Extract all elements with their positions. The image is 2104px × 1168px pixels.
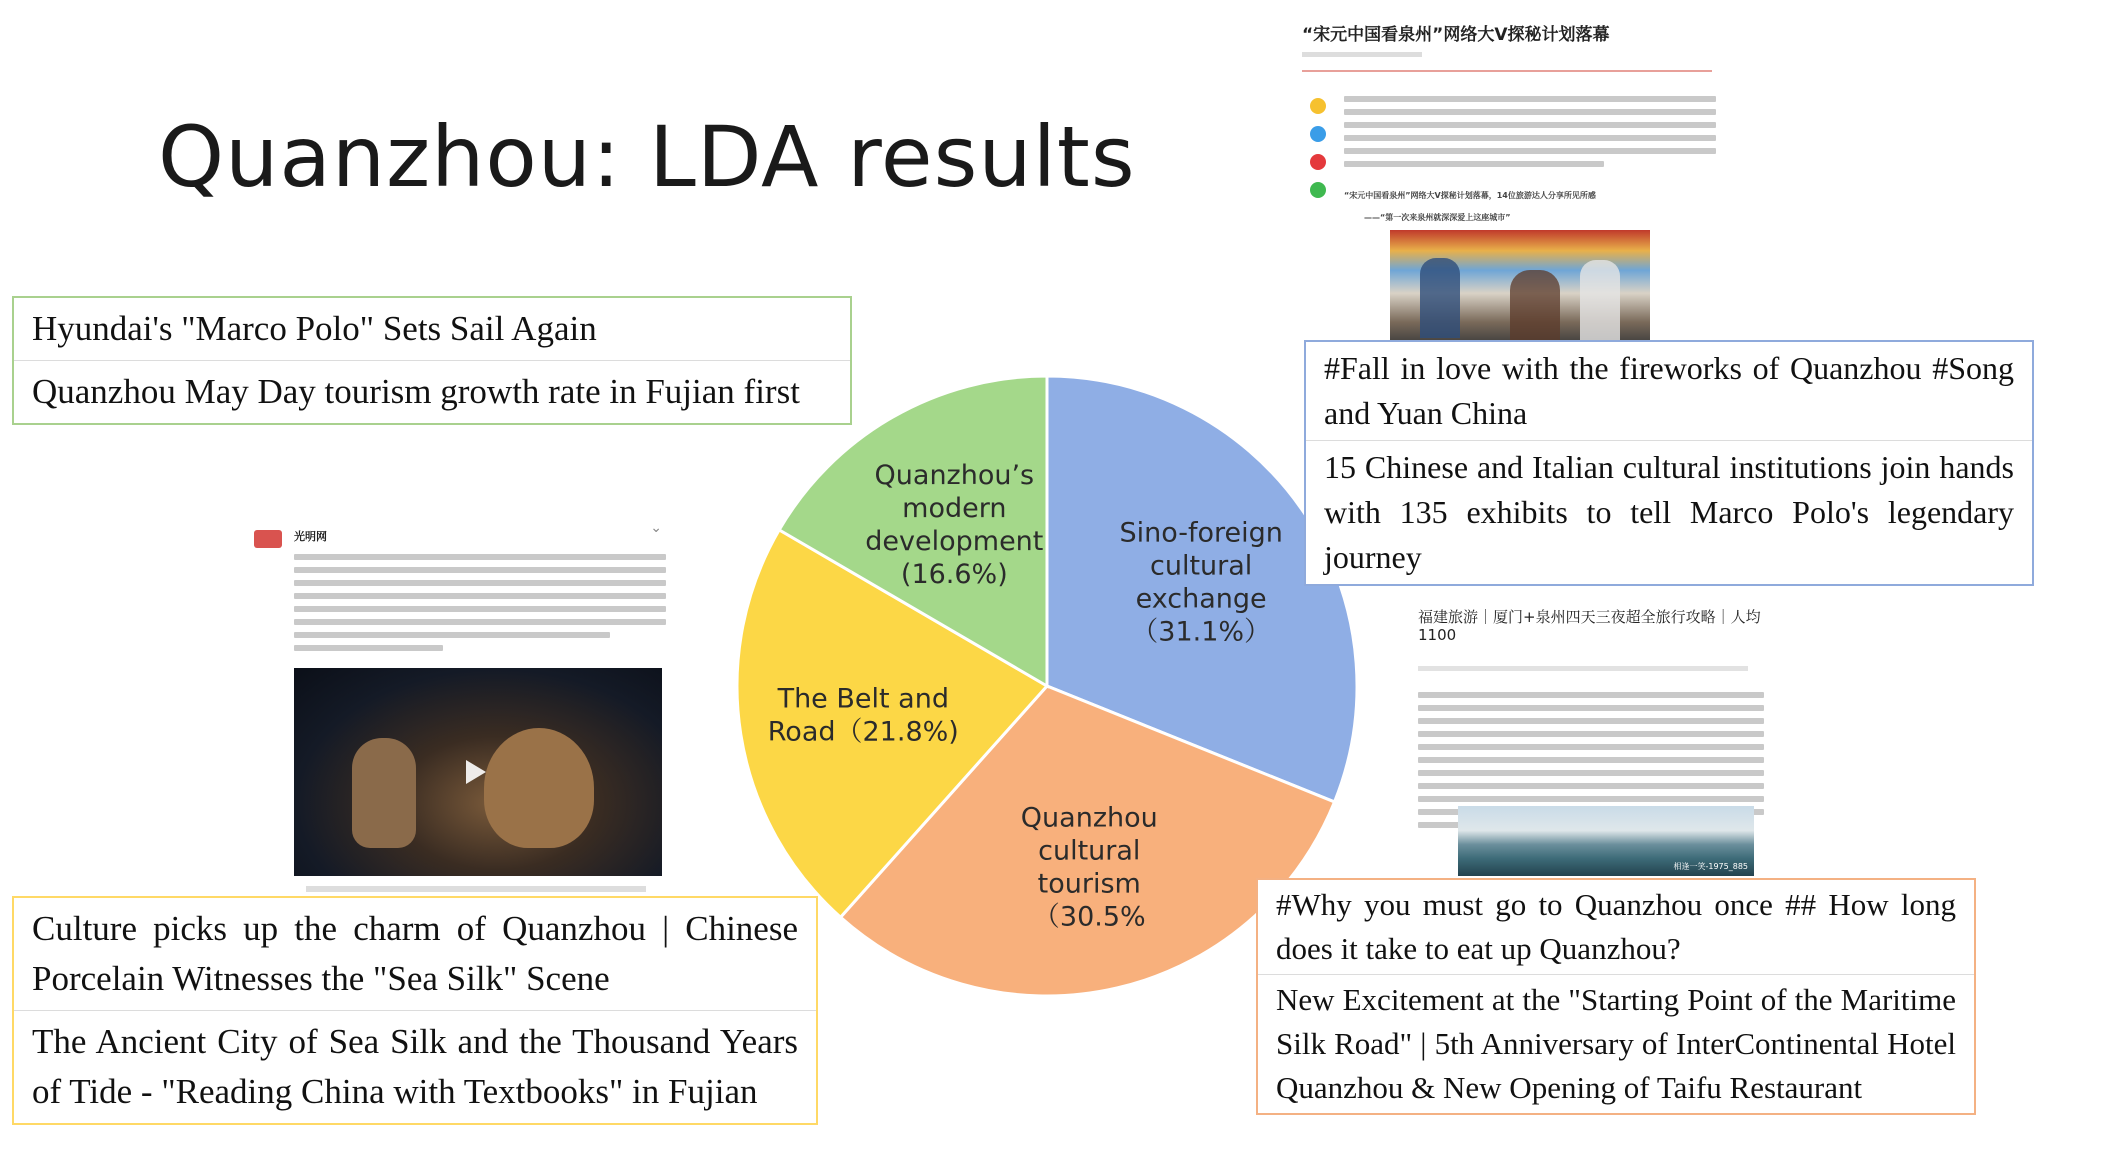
pie-label-line: Road（21.8%): [767, 716, 959, 748]
article-headline: “宋元中国看泉州”网络大V探秘计划落幕: [1302, 25, 1610, 45]
yellow-box-item-1: Culture picks up the charm of Quanzhou | Chinese Porcelain Witnesses the "Sea Silk" Scene: [32, 909, 798, 998]
qq-icon[interactable]: [1310, 126, 1326, 142]
pie-label-line: （30.5%: [1032, 901, 1146, 933]
post-footer: [306, 886, 646, 892]
pie-label-line: Sino-foreign: [1119, 517, 1283, 549]
account-name: 光明网: [294, 530, 327, 543]
pie-label-line: cultural: [1150, 550, 1253, 582]
guide-headline: 福建旅游｜厦门+泉州四天三夜超全旅行攻略｜人均1100: [1418, 608, 1761, 644]
blue-box-item-1: #Fall in love with the fireworks of Quanzhou #Song and Yuan China: [1324, 350, 2014, 431]
pie-label-line: （31.1%）: [1131, 616, 1272, 648]
pie-label-line: (16.6%): [900, 559, 1008, 591]
play-icon[interactable]: [466, 760, 486, 784]
orange-box-item-2: New Excitement at the "Starting Point of the Maritime Silk Road" | 5th Anniversary of InterContinental Hotel Quanzhou & New Opening of Taifu Restaurant: [1258, 974, 1974, 1113]
article-divider: [1302, 70, 1712, 72]
pie-label-line: development: [865, 526, 1044, 558]
pie-label-line: exchange: [1135, 583, 1267, 615]
article-meta: [1302, 52, 1422, 57]
weibo-icon[interactable]: [1310, 154, 1326, 170]
share-icons: [1310, 98, 1326, 198]
pie-label-line: Quanzhou’s: [874, 460, 1035, 492]
pie-label-line: Quanzhou: [1020, 802, 1158, 834]
vase-left: [352, 738, 416, 848]
video-thumbnail[interactable]: [294, 668, 662, 876]
article-subhead-1: “宋元中国看泉州”网络大V探秘计划落幕，14位旅游达人分享所见所感: [1344, 191, 1596, 200]
text-box-green: [12, 296, 852, 425]
screenshot-news-article: [1282, 10, 1736, 345]
guide-watermark: 相逢一笑-1975_885: [1673, 862, 1748, 871]
green-box-item-2: Quanzhou May Day tourism growth rate in Fujian first: [14, 360, 850, 423]
article-subhead-2: ——“第一次来泉州就深深爱上这座城市”: [1364, 213, 1511, 222]
vase-right: [484, 728, 594, 848]
wechat-icon[interactable]: [1310, 182, 1326, 198]
chevron-down-icon[interactable]: ⌄: [650, 520, 662, 536]
pie-label-line: cultural: [1038, 835, 1141, 867]
guide-photo: [1458, 806, 1754, 876]
pie-label-line: tourism: [1037, 868, 1141, 900]
screenshot-travel-guide: [1410, 606, 1770, 878]
star-icon[interactable]: [1310, 98, 1326, 114]
yellow-box-item-2: The Ancient City of Sea Silk and the Thousand Years of Tide - "Reading China with Textbooks" in Fujian: [14, 1010, 816, 1123]
account-logo: [254, 530, 282, 548]
slide-title: Quanzhou: LDA results: [158, 108, 1136, 206]
pie-label-line: The Belt and: [777, 683, 949, 715]
guide-meta: [1418, 666, 1748, 671]
article-photo: [1390, 230, 1650, 345]
article-body-text: [1344, 96, 1716, 174]
screenshot-weibo-post: [246, 518, 676, 900]
green-box-item-1: Hyundai's "Marco Polo" Sets Sail Again: [32, 309, 597, 348]
text-box-yellow: [12, 896, 818, 1125]
text-box-blue: [1304, 340, 2034, 586]
post-body-text: [294, 554, 666, 658]
text-box-orange: [1256, 878, 1976, 1115]
pie-label-line: modern: [902, 493, 1007, 525]
blue-box-item-2: 15 Chinese and Italian cultural institutions join hands with 135 exhibits to tell Marco Polo's legendary journey: [1306, 440, 2032, 584]
orange-box-item-1: #Why you must go to Quanzhou once ## How long does it take to eat up Quanzhou?: [1276, 887, 1956, 966]
